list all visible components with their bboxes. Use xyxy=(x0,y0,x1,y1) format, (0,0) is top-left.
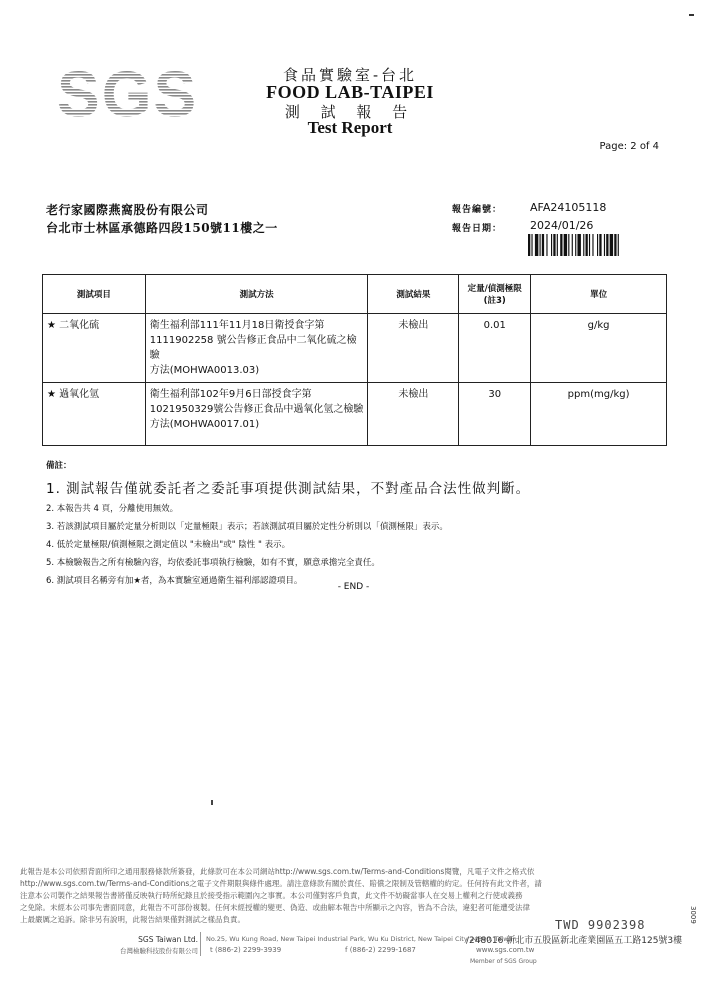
page-number: Page: 2 of 4 xyxy=(599,141,659,152)
note-item: 3. 若該測試項目屬於定量分析則以「定量極限」表示；若該測試項目屬於定性分析則以「偵測極限」表示。 xyxy=(46,522,448,532)
barcode-bar xyxy=(568,234,569,256)
client-address: 台北市士林區承德路四段150號11樓之一 xyxy=(46,221,278,235)
header-test-method: 測試方法 xyxy=(145,275,368,314)
method-line: 衛生福利部102年9月6日部授食字第 xyxy=(149,389,312,400)
method-line: 方法(MOHWA0013.03) xyxy=(149,365,260,376)
table-row xyxy=(43,314,667,383)
footer-website: www.sgs.com.tw xyxy=(476,946,535,954)
footer-company-cn: 台灣檢驗科技股份有限公司 xyxy=(120,947,198,955)
method-line: 方法(MOHWA0017.01) xyxy=(149,419,260,430)
method-line: 1111902258 號公告修正食品中二氧化硫之檢驗 xyxy=(149,335,357,361)
barcode-bar xyxy=(606,234,608,256)
note-item: 6. 測試項目名稱旁有加★者，為本實驗室通過衛生福利部認證項目。 xyxy=(46,576,303,586)
table-header-row xyxy=(43,275,667,314)
header-limit: 定量/偵測極限(註3) xyxy=(459,275,531,314)
note-item: 2. 本報告共 4 頁，分離使用無效。 xyxy=(46,504,179,514)
barcode-bar xyxy=(560,234,562,256)
report-title-cn: 測 試 報 告 xyxy=(284,103,416,121)
fine-print-line: 注意本公司製作之結果報告書將僅反映執行時所紀錄且於接受指示範圍內之事實。本公司僅對客戶負責，此文件不妨礙當事人在交易上權利之行使或義務 xyxy=(20,891,523,900)
report-date: 2024/01/26 xyxy=(530,219,594,232)
footer-address-en: No.25, Wu Kung Road, New Taipei Industrial Park, Wu Ku District, New Taipei City 24890, Taiwan xyxy=(206,935,517,943)
report-no-label: 報告編號： xyxy=(452,205,503,215)
row-method xyxy=(145,383,368,446)
footer-address-cn: /248016 新北市五股區新北產業園區五工路125號3樓 xyxy=(466,936,683,946)
lab-name-cn: 食品實驗室-台北 xyxy=(282,66,418,84)
barcode-bar xyxy=(551,234,552,256)
note-item: 4. 低於定量極限/偵測極限之測定值以 "未檢出"或" 陰性 " 表示。 xyxy=(46,540,291,550)
report-date-label: 報告日期： xyxy=(452,224,503,234)
fine-print-line: 此報告是本公司依照背面所印之通用服務條款所簽發，此條款可在本公司網站http://www.sgs.com.tw/Terms-and-Conditions閱覽，凡電子文件之格式依 xyxy=(20,867,535,876)
sgs-logo-text: SGS xyxy=(57,62,199,122)
header-test-item: 測試項目 xyxy=(43,275,146,314)
notes-heading: 備註： xyxy=(46,461,72,471)
barcode-bar xyxy=(589,234,590,256)
lab-name-en: FOOD LAB-TAIPEI xyxy=(266,82,434,102)
barcode-bar xyxy=(599,234,601,256)
results-table xyxy=(42,274,667,446)
barcode xyxy=(528,234,658,256)
stray-mark xyxy=(211,800,213,805)
fine-print-line: http://www.sgs.com.tw/Terms-and-Conditions之電子文件期限與條件處理。請注意條款有關於責任、賠償之限制及管轄權的約定。任何持有此文件者，請 xyxy=(20,879,542,888)
barcode-bar xyxy=(535,234,538,256)
client-name: 老行家國際燕窩股份有限公司 xyxy=(46,203,209,217)
row-limit: 30 xyxy=(459,383,531,446)
row-method xyxy=(145,314,368,383)
fine-print xyxy=(20,866,685,926)
barcode-bar xyxy=(577,234,580,256)
row-limit: 0.01 xyxy=(459,314,531,383)
barcode-bar xyxy=(572,234,573,256)
footer-company: SGS Taiwan Ltd. xyxy=(138,935,198,944)
barcode-bar xyxy=(586,234,588,256)
table-row xyxy=(43,383,667,446)
report-no: AFA24105118 xyxy=(530,201,607,214)
method-line: 衛生福利部111年11月18日衛授食字第 xyxy=(149,320,325,331)
method-line: 1021950329號公告修正食品中過氧化氫之檢驗 xyxy=(149,404,364,415)
barcode-bar xyxy=(542,234,544,256)
barcode-bar xyxy=(553,234,555,256)
barcode-bar xyxy=(528,234,530,256)
footer-fax: f (886-2) 2299-1687 xyxy=(345,946,416,954)
notes-section xyxy=(46,459,666,592)
barcode-bar xyxy=(583,234,584,256)
end-marker: - END - xyxy=(337,582,370,592)
barcode-bar xyxy=(610,234,613,256)
barcode-bar xyxy=(564,234,567,256)
row-unit: g/kg xyxy=(531,314,667,383)
footer-tel: t (886-2) 2299-3939 xyxy=(210,946,282,954)
row-result: 未檢出 xyxy=(368,314,459,383)
row-unit: ppm(mg/kg) xyxy=(531,383,667,446)
header-test-result: 測試結果 xyxy=(368,275,459,314)
barcode-bar xyxy=(592,234,593,256)
barcode-bar xyxy=(575,234,576,256)
report-title-en: Test Report xyxy=(307,118,393,137)
barcode-bar xyxy=(614,234,616,256)
side-code: 3009 xyxy=(689,906,697,924)
barcode-bar xyxy=(597,234,598,256)
note-item: 1. 測試報告僅就委託者之委託事項提供測試結果，不對產品合法性做判斷。 xyxy=(46,481,531,497)
row-result: 未檢出 xyxy=(368,383,459,446)
barcode-bar xyxy=(531,234,532,256)
fine-print-line: 之免除。未經本公司事先書面同意，此報告不可部份複製。任何未經授權的變更、偽造、或曲解本報告中所顯示之內容，皆為不合法，違犯者可能遭受法律 xyxy=(20,903,530,912)
row-item: ★ 過氧化氫 xyxy=(43,383,146,446)
barcode-bar xyxy=(540,234,541,256)
barcode-bar xyxy=(618,234,619,256)
note-item: 5. 本檢驗報告之所有檢驗內容，均依委託事項執行檢驗，如有不實，願意承擔完全責任。 xyxy=(46,558,380,568)
row-item: ★ 二氧化硫 xyxy=(43,314,146,383)
fine-print-line: 上最嚴厲之追訴。除非另有說明，此報告結果僅對測試之樣品負責。 xyxy=(20,915,245,924)
barcode-bar xyxy=(557,234,558,256)
barcode-bar xyxy=(604,234,605,256)
barcode-bar xyxy=(546,234,547,256)
footer-member: Member of SGS Group xyxy=(470,958,537,965)
header-unit: 單位 xyxy=(531,275,667,314)
serial-number: TWD 9902398 xyxy=(555,918,646,932)
corner-mark xyxy=(689,14,694,16)
footer-divider xyxy=(200,932,201,956)
